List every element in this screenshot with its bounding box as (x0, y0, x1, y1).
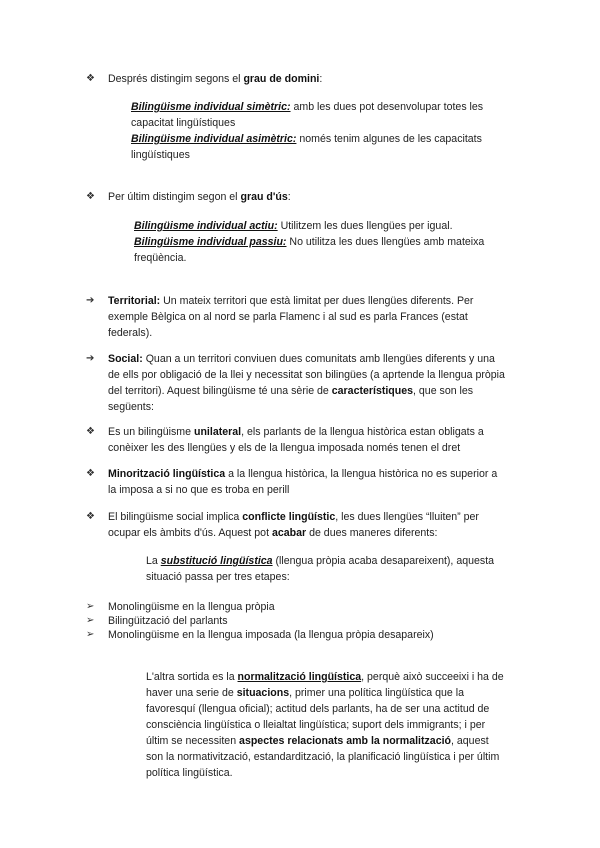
arrow-bullet-icon: ➔ (86, 295, 95, 306)
arrow-bullet-icon: ➔ (86, 353, 95, 364)
diamond-bullet-icon: ❖ (86, 511, 95, 522)
triangle-bullet-icon: ➢ (86, 615, 95, 626)
diamond-bullet-icon: ❖ (86, 73, 95, 84)
term-actiu: Bilingüisme individual actiu: (134, 220, 278, 232)
sub-asimetric: Bilingüisme individual asimètric: només tenim algunes de les capacitats lingüístiques (131, 133, 482, 161)
term-simetric: Bilingüisme individual simètric: (131, 101, 291, 113)
stage-item: ➢ Monolingüisme en la llengua imposada (la llengua pròpia desapareix) (86, 629, 434, 641)
bullet-minoritzacio (86, 466, 526, 498)
arrow-territorial (86, 293, 526, 341)
bullet-grau-domini (86, 71, 526, 87)
bullet-grau-us (86, 189, 526, 205)
substitucio-paragraph: La substitució lingüística (llengua pròpia acaba desapareixent), aquesta situació passa per tres etapes: (146, 555, 495, 583)
unilateral-text: Es un bilingüisme unilateral, els parlants de la llengua històrica estan obligats a conèixer les des llengües y els de la llengua imposada només tenen el dret (108, 426, 484, 454)
diamond-bullet-icon: ❖ (86, 191, 95, 202)
term-substitucio: substitució lingüística (160, 555, 273, 567)
sub-simetric: Bilingüisme individual simètric: amb les dues pot desenvolupar totes les capacitat lingüístiques (131, 101, 484, 129)
bullet-text: Per últim distingim segon el grau d'ús: (108, 191, 291, 203)
arrow-social (86, 351, 536, 415)
conflicte-text: El bilingüisme social implica conflicte lingüístic, les dues llengües “lluiten” per ocupar els àmbits d'ús. Aquest pot acabar de dues maneres diferents: (108, 511, 479, 539)
normalitzacio-paragraph: L'altra sortida es la normalització lingüística, perquè això succeeixi i ha de haver una serie de situacions, primer una política lingüística que la favoresquí (llengua oficial); actitud dels parlants, ha de ser una actitud de consciència lingüística o lleialtat lingüística; suport dels immigrants; i per últim se necessiten aspectes relacionats amb la normalització, aquest son la normativització, estandardització, la planificació lingüística i per últim política lingüística. (146, 671, 504, 779)
term-asimetric: Bilingüisme individual asimètric: (131, 133, 297, 145)
term-passiu: Bilingüisme individual passiu: (134, 236, 287, 248)
social-text: Social: Quan a un territori conviuen dues comunitats amb llengües diferents y una de ells por obligació de la llei y necessitat son bilingües (a aprtende la llengua pròpia del territori). Aquest bilingüisme té una sèrie de característiques, que son les següents: (108, 353, 505, 413)
bullet-unilateral (86, 424, 526, 456)
territorial-text: Territorial: Un mateix territori que està limitat per dues llengües diferents. Per exemple Bèlgica on al nord se parla Flamenc i al sud es parla Frances (estat federals). (108, 295, 474, 339)
bullet-text: Després distingim segons el grau de domini: (108, 73, 323, 85)
minoritzacio-text: Minorització lingüística a la llengua històrica, la llengua històrica no es superior a la imposa a si no que es troba en perill (108, 468, 498, 496)
triangle-bullet-icon: ➢ (86, 629, 95, 640)
sub-actiu: Bilingüisme individual actiu: Utilitzem les dues llengües per igual. (134, 220, 453, 232)
diamond-bullet-icon: ❖ (86, 426, 95, 437)
diamond-bullet-icon: ❖ (86, 468, 95, 479)
sub-passiu: Bilingüisme individual passiu: No utilitza les dues llengües amb mateixa freqüència. (134, 236, 485, 264)
triangle-bullet-icon: ➢ (86, 601, 95, 612)
bullet-conflicte (86, 509, 526, 541)
stage-item: ➢ Bilingüització del parlants (86, 615, 228, 627)
term-normalitzacio: normalització lingüística (237, 671, 362, 683)
stage-item: ➢ Monolingüisme en la llengua pròpia (86, 601, 275, 613)
